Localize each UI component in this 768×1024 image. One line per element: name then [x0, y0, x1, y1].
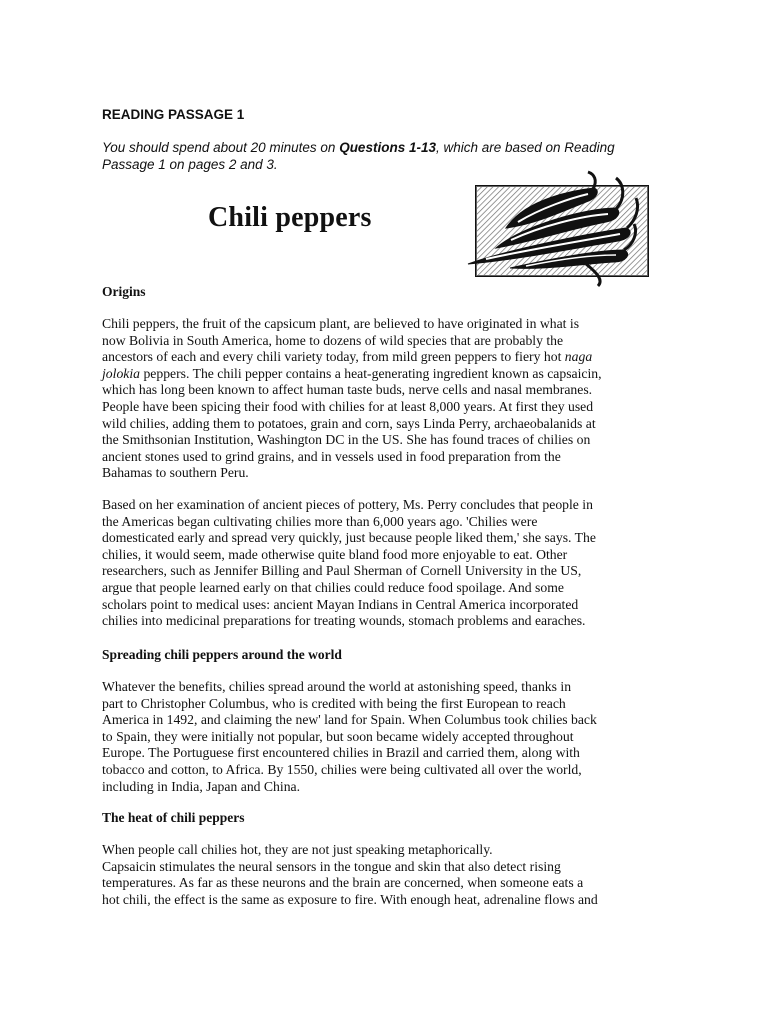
text-line: researchers, such as Jennifer Billing and Paul Sherman of Cornell University in the US,: [102, 563, 582, 579]
instructions-text-1: You should spend about 20 minutes on: [102, 140, 340, 155]
text-line: ancient stones used to grind grains, and in vessels used in food preparation from the: [102, 448, 561, 464]
instructions-text-2: , which are based on Reading: [435, 140, 615, 155]
text-line: Chili peppers, the fruit of the capsicum plant, are believed to have originated in what is: [102, 316, 580, 331]
section-heading-origins: Origins: [102, 284, 146, 299]
text-line: including in India, Japan and China.: [102, 778, 301, 794]
text-segment: ancestors of each and every chili variety today, from mild green peppers to fiery hot: [102, 349, 562, 365]
paragraph-origins-2: [102, 497, 674, 630]
text-line: which has long been known to affect human taste buds, nerve cells and nasal membranes.: [102, 382, 593, 398]
text-line: [102, 349, 674, 366]
paragraph-spreading: [102, 679, 674, 795]
section-heading-heat: The heat of chili peppers: [102, 810, 245, 825]
italic-term: naga: [564, 349, 593, 365]
text-line: Europe. The Portuguese first encountered chilies in Brazil and carried them, along with: [102, 745, 580, 761]
instructions-questions-bold: Questions 1-13: [339, 140, 436, 155]
text-line: America in 1492, and claiming the new' land for Spain. When Columbus took chilies back: [102, 712, 597, 728]
text-line: chilies, it would seem, made otherwise quite bland food more enjoyable to eat. Other: [102, 546, 568, 562]
text-segment: peppers. The chili pepper contains a heat-generating ingredient known as capsaicin,: [143, 365, 602, 381]
text-line: domesticated early and spread very quickly, just because people liked them,' she says. The: [102, 530, 596, 546]
text-line: temperatures. As far as these neurons and the brain are concerned, when someone eats a: [102, 875, 584, 891]
text-line: Capsaicin stimulates the neural sensors in the tongue and skin that also detect rising: [102, 858, 561, 874]
text-line: the Americas began cultivating chilies more than 6,000 years ago. 'Chilies were: [102, 513, 538, 529]
text-line: to Spain, they were initially not popular, but soon became widely accepted throughout: [102, 728, 574, 744]
text-line: tobacco and cotton, to Africa. By 1550, chilies were being cultivated all over the world,: [102, 761, 582, 777]
text-line: When people call chilies hot, they are not just speaking metaphorically.: [102, 842, 493, 857]
chili-peppers-illustration-icon: [466, 168, 656, 288]
text-line: argue that people learned early on that chilies could reduce food spoilage. And some: [102, 579, 564, 595]
text-line: scholars point to medical uses: ancient Mayan Indians in Central America incorporated: [102, 596, 579, 612]
text-line: wild chilies, adding them to potatoes, grain and corn, says Linda Perry, archaeobalanids at: [102, 415, 596, 431]
text-line: the Smithsonian Institution, Washington DC in the US. She has found traces of chilies on: [102, 432, 591, 448]
paragraph-origins-1: [102, 316, 674, 482]
article-title: Chili peppers: [208, 202, 372, 233]
text-line: part to Christopher Columbus, who is credited with being the first European to reach: [102, 695, 566, 711]
italic-term: jolokia: [102, 365, 141, 381]
text-line: People have been spicing their food with chilies for at least 8,000 years. At first they used: [102, 398, 594, 414]
text-line: Bahamas to southern Peru.: [102, 465, 249, 481]
paragraph-heat: [102, 842, 674, 908]
text-line: chilies into medicinal preparations for treating wounds, stomach problems and earaches.: [102, 613, 586, 629]
text-line: Whatever the benefits, chilies spread around the world at astonishing speed, thanks in: [102, 679, 572, 694]
section-heading-spreading: Spreading chili peppers around the world: [102, 647, 342, 662]
text-line: now Bolivia in South America, home to dozens of wild species that are probably the: [102, 332, 564, 348]
text-line: Based on her examination of ancient pieces of pottery, Ms. Perry concludes that people in: [102, 497, 593, 512]
instructions-text-3: Passage 1 on pages 2 and 3.: [102, 157, 278, 172]
passage-label: READING PASSAGE 1: [102, 107, 245, 122]
text-line: hot chili, the effect is the same as exposure to fire. With enough heat, adrenaline flows and: [102, 891, 598, 907]
text-line: [102, 366, 674, 383]
